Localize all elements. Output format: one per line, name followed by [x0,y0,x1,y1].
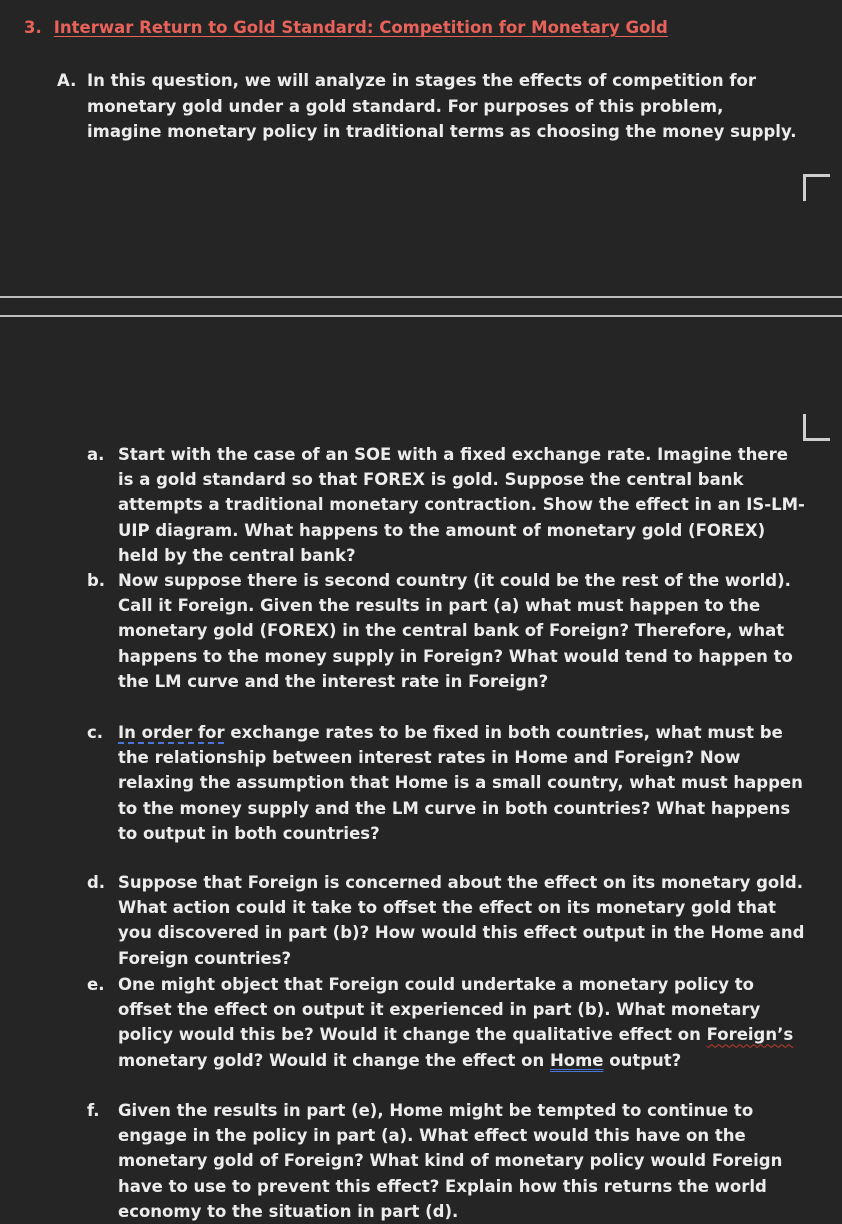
question-text: One might object that Foreign could undertake a monetary policy to offset the effect on output it experienced in part (b). What monetary policy would this be? Would it change the qualitative effect on Foreign’s monetary gold? Would it change the effect on Home output? [118,975,794,1070]
question-marker: d. [87,873,106,892]
question-marker: f. [87,1101,100,1120]
question-item-a [87,442,807,568]
question-item-f [87,1098,807,1224]
divider-bottom [0,315,842,317]
crop-corner-top-left-icon [803,174,830,201]
question-title: Interwar Return to Gold Standard: Competition for Monetary Gold [53,18,668,37]
question-item-e [87,972,807,1073]
question-item-c [87,720,807,846]
question-heading [24,18,668,37]
part-a-marker: A. [57,71,77,90]
part-a-intro [57,68,797,145]
question-item-b [87,568,807,694]
question-marker: b. [87,571,106,590]
question-text: Now suppose there is second country (it could be the rest of the world). Call it Foreign. Given the results in part (a) what must happen to the monetary gold (FOREX) in the central bank of Foreign? Therefore, what happens to the money supply in Foreign? What would tend to happen to the LM curve and the interest rate in Foreign? [118,571,793,691]
grammar-flag[interactable]: Home [549,1050,604,1070]
crop-corner-bottom-left-icon [803,414,830,441]
question-text: In order for exchange rates to be fixed in both countries, what must be the relationship between interest rates in Home and Foreign? Now relaxing the assumption that Home is a small country, what must happen to the money supply and the LM curve in both countries? What happens to output in both countries? [118,723,803,843]
question-text: Start with the case of an SOE with a fixed exchange rate. Imagine there is a gold standard so that FOREX is gold. Suppose the central bank attempts a traditional monetary contraction. Show the effect in an IS-LM-UIP diagram. What happens to the amount of monetary gold (FOREX) held by the central bank? [118,445,805,565]
divider-top [0,296,842,298]
question-marker: c. [87,723,104,742]
part-a-text: In this question, we will analyze in stages the effects of competition for monetary gold under a gold standard. For purposes of this problem, imagine monetary policy in traditional terms as choosing the money supply. [87,71,797,141]
question-text: Given the results in part (e), Home might be tempted to continue to engage in the policy in part (a). What effect would this have on the monetary gold of Foreign? What kind of monetary policy would Foreign have to use to prevent this effect? Explain how this returns the world economy to the situation in part (d). [118,1101,783,1221]
question-marker: e. [87,975,105,994]
spelling-flag[interactable]: Foreign’s [706,1025,794,1045]
question-text: Suppose that Foreign is concerned about the effect on its monetary gold. What action could it take to offset the effect on its monetary gold that you discovered in part (b)? How would this effect output in the Home and Foreign countries? [118,873,805,968]
question-number: 3. [24,18,42,37]
question-marker: a. [87,445,105,464]
grammar-flag[interactable]: In order for [118,723,225,742]
question-item-d [87,870,807,971]
